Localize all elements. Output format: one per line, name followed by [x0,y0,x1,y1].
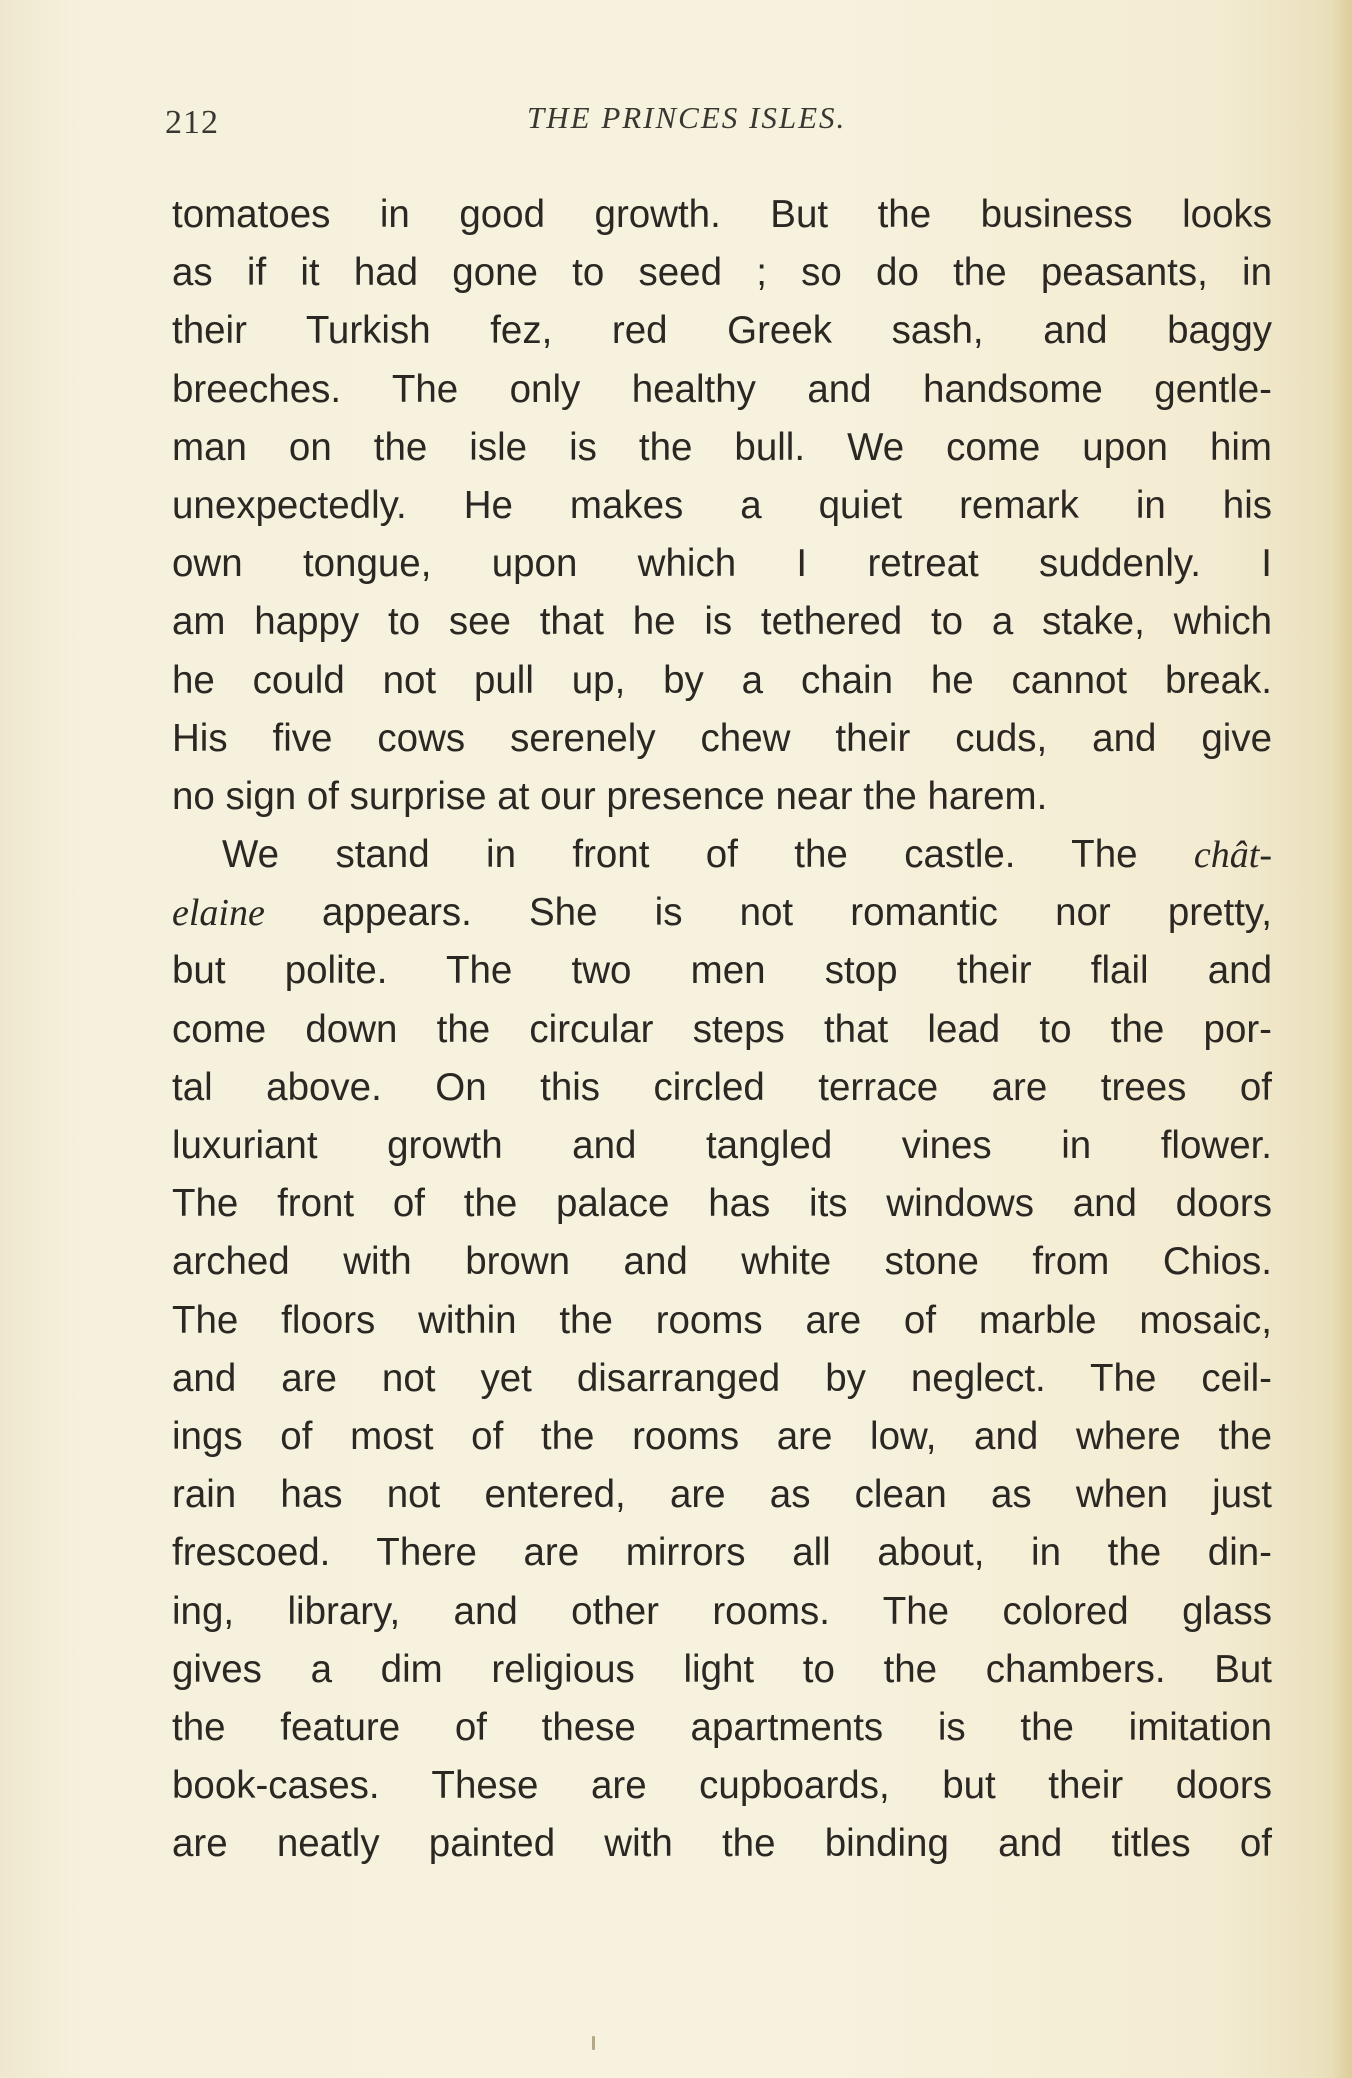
running-head: THE PRINCES ISLES. [527,100,847,135]
text-line: unexpectedly. He makes a quiet remark in his [172,483,1272,527]
text-line [172,884,1272,942]
text-line: tal above. On this circled terrace are trees of [172,1065,1272,1109]
text-line: gives a dim religious light to the chambers. But [172,1647,1272,1691]
text-line: ing, library, and other rooms. The colored glass [172,1589,1272,1633]
text-line: ings of most of the rooms are low, and where the [172,1414,1272,1458]
text-line: rain has not entered, are as clean as when just [172,1473,1272,1517]
paragraph-start-line [172,826,1272,884]
text-line: are neatly painted with the binding and titles of [172,1822,1272,1866]
text-line: His five cows serenely chew their cuds, and give [172,716,1272,760]
page-header [165,100,1275,150]
text-line: frescoed. There are mirrors all about, in the din- [172,1531,1272,1575]
text-line: their Turkish fez, red Greek sash, and baggy [172,309,1272,353]
body-text [172,186,1272,1873]
text-line: but polite. The two men stop their flail and [172,949,1272,993]
text-line: man on the isle is the bull. We come upon him [172,425,1272,469]
italic-word: elaine [172,892,265,935]
text-line: the feature of these apartments is the imitation [172,1705,1272,1749]
text-line: own tongue, upon which I retreat suddenly. I [172,542,1272,586]
text-line: The floors within the rooms are of marble mosaic, [172,1298,1272,1342]
text-line: as if it had gone to seed ; so do the peasants, in [172,251,1272,295]
text-line: arched with brown and white stone from Chios. [172,1240,1272,1284]
text-run: appears. She is not romantic nor pretty, [264,891,1272,935]
text-line: tomatoes in good growth. But the business looks [172,193,1272,236]
text-line: he could not pull up, by a chain he cannot break. [172,658,1272,702]
text-run: We stand in front of the castle. The [222,833,1194,877]
page-number: 212 [165,104,219,141]
text-line: no sign of surprise at our presence near the harem. [172,774,1048,818]
page-edge-shadow [1332,0,1352,2078]
text-line: The front of the palace has its windows and doors [172,1182,1272,1226]
text-line: come down the circular steps that lead to the por- [172,1007,1272,1051]
italic-word: chât- [1193,834,1272,877]
text-line: breeches. The only healthy and handsome gentle- [172,367,1272,411]
text-line: book-cases. These are cupboards, but their doors [172,1764,1272,1808]
text-line: luxuriant growth and tangled vines in flower. [172,1124,1272,1167]
printer-mark [592,2036,595,2050]
text-line: and are not yet disarranged by neglect. The ceil- [172,1356,1272,1400]
text-line: am happy to see that he is tethered to a stake, which [172,600,1272,644]
